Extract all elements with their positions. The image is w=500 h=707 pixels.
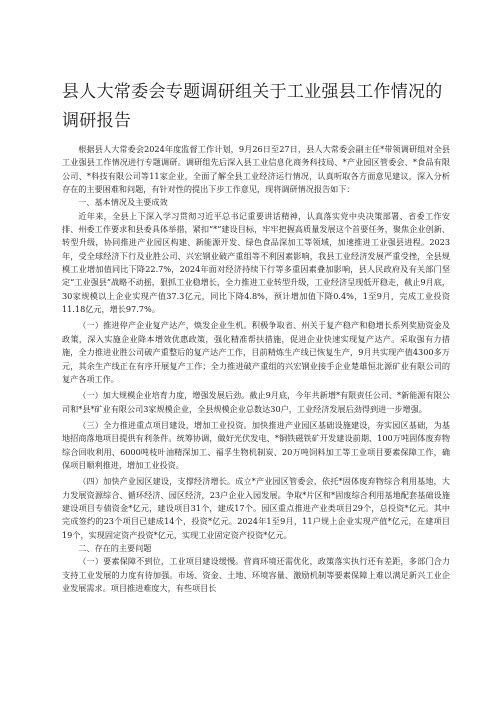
problem-paragraph-1: （一）要素保障不到位，工业项目建设缓慢。营商环境还需优化，政策落实执行还有差距，多部门合力支持工业发展的力度有待加强。市场、资金、土地、环境容量、激励机制等要素保障上难以满足新兴工业企业发展需求。项目推进难度大，有些项目长: [62, 556, 450, 593]
measure-paragraph-2: （一）加大规模企业培育力度，增强发展后劲。截止9月底，今年共新增*有限责任公司、*新能源有限公司和*县*矿业有限公司3家规模企业，全县规模企业总数达30户，工业经济发展后劲得到进一步增强。: [62, 390, 450, 414]
measure-paragraph-1: （一）推进停产企业复产达产，焕发企业生机。积极争取省、州关于复产稳产和稳增长系列奖励资金及政策，深入实施企业降本增效优惠政策，强化精准帮扶措施，促进企业快速实现复产达产。采取强有力措施，全力推进业胜公司破产重整后的复产达产工作，目前精炼生产线已恢复生产，9月共实现产值4300多万元，其余生产线正在有序开展复产工作；全力推进破产重组的兴宏钢业接手企业楚雄恒北源矿业有限公司的复产各项工作。: [62, 320, 450, 384]
overview-paragraph: 近年来，全县上下深入学习贯彻习近平总书记重要讲话精神，认真落实党中央决策部署、省委工作安排、州委工作要求和县委具体举措，紧扣“*”建设目标，牢牢把握高质量发展这个首要任务，聚焦企业创新、转型升级，协同推进产业园区构建、新能源开发、绿色食品深加工等领域，加速推进工业强县进程。2023年，受全球经济下行及业胜公司、兴宏钢业破产重组等不利因素影响，我县工业经济发展严重受挫，全县规模工业增加值同比下降22.7%，2024年面对经济持续下行等多重因素叠加影响，县人民政府及有关部门坚定“工业强县”战略不动摇，狠抓工业稳增长，全力推进工业转型升级，工业经济呈现低开稳走，截止9月底，30家规模以上企业实现产值37.3亿元，同比下降4.8%，预计增加值下降0.4%，1至9月，完成工业投资11.18亿元，增长97.7%。: [62, 210, 450, 315]
document-body: [62, 143, 450, 595]
measure-paragraph-4: （四）加快产业园区建设，支撑经济增长。成立*产业园区管委会，依托*固体废弃物综合利用基地，大力发展资源综合、循环经济、园区经济，23户企业入园发展。争取*片区和*固废综合利用基地配套基础设施建设项目专债资金*亿元，建设项目31个，建成17个。园区重点推进产业类项目29个，总投资*亿元。其中完成签约的23个项目已建成14个，投资*亿元。2024年1至9月，11户规上企业实现产值*亿元，在建项目19个，实现固定资产投资*亿元，实现工业固定资产投资*亿元。: [62, 476, 450, 540]
title-line-1: 县人大常委会专题调研组关于工业强县工作情况的: [62, 82, 443, 102]
document-title: [62, 80, 450, 133]
intro-paragraph: 根据县人大常委会2024年度监督工作计划，9月26日至27日，县人大常委会副主任*带领调研组对全县工业强县工作情况进行专题调研。调研组先后深入县工业信息化商务科技局、*产业园区管委会、*食品有限公司、*科技有限公司等11家企业，全面了解全县工业经济运行情况，认真听取各方面意见建议，深入分析存在的主要困难和问题，有针对性的提出下步工作意见，现将调研情况报告如下：: [62, 144, 450, 195]
section-heading-problems: 二、存在的主要问题: [78, 542, 152, 553]
section-heading-basic: 一、基本情况及主要成效: [78, 197, 168, 208]
title-line-2: 调研报告: [62, 111, 132, 131]
measure-paragraph-3: （三）全力推进重点项目建设，增加工业投资。加快推进产业园区基础设施建设，夯实园区基础，为基地招商落地项目提供有利条件。统筹协调，做好光伏发电、*铜铁磁铁矿开发建设前期、100万吨固体废弃物综合回收利用、6000吨枝叶油精深加工、福孚生物机制炭、20万吨饲料加工等工业项目要素保障工作，确保项目顺利推进，增加工业投资。: [62, 419, 450, 470]
